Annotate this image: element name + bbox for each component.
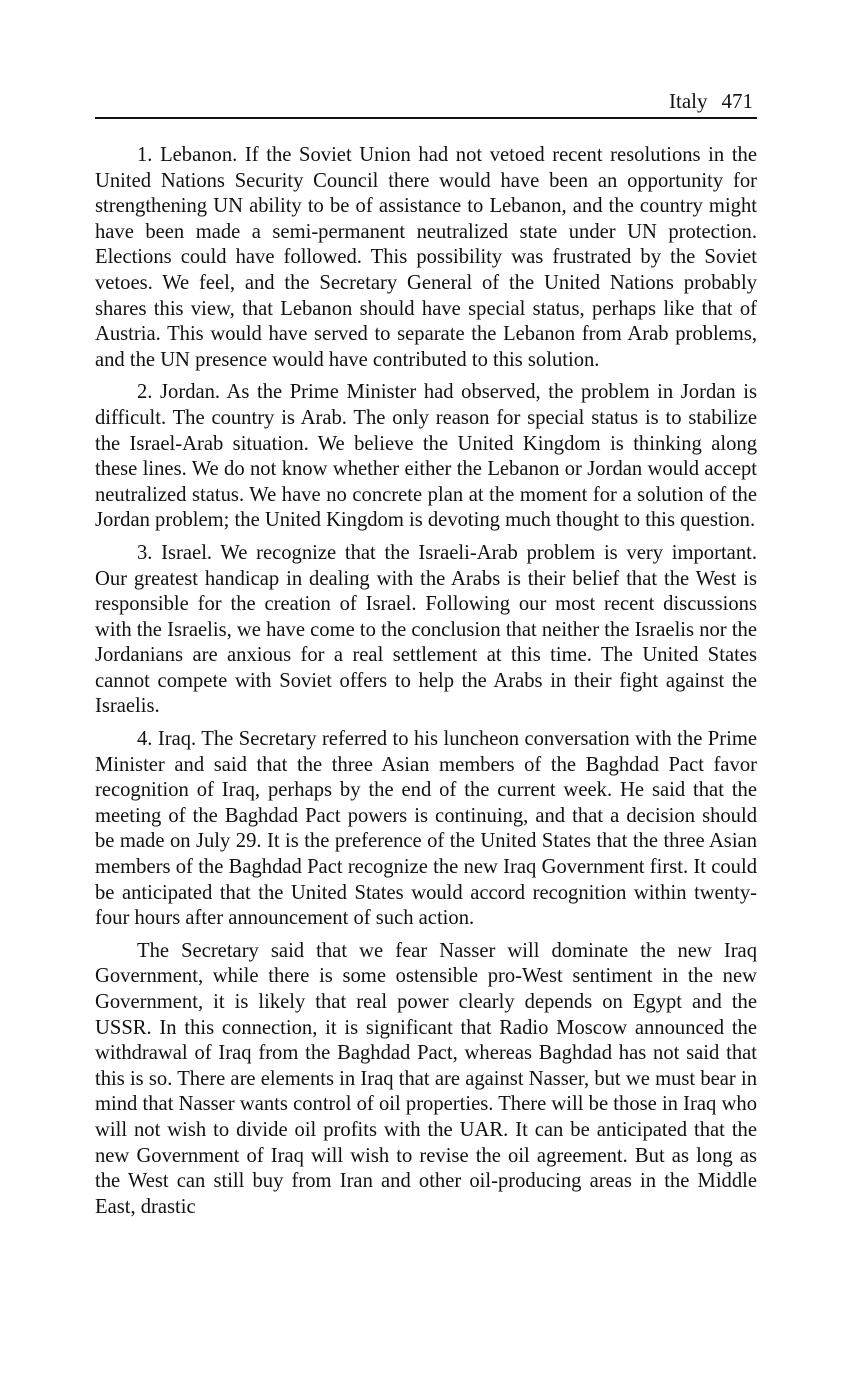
running-head	[95, 88, 757, 114]
document-page	[95, 88, 757, 1227]
header-rule	[95, 117, 757, 119]
paragraph-iraq: 4. Iraq. The Secretary referred to his luncheon conversation with the Prime Minister and said that the three Asian members of the Baghdad Pact favor recognition of Iraq, perhaps by the end of the current week. He said that the meeting of the Baghdad Pact powers is continuing, and that a decision should be made on July 29. It is the preference of the United States that the three Asian members of the Baghdad Pact recognize the new Iraq Government first. It could be anticipated that the United States would accord recognition within twenty-four hours after announcement of such action.	[95, 728, 757, 930]
paragraph-nasser: The Secretary said that we fear Nasser will dominate the new Iraq Government, while there is some ostensible pro-West sentiment in the new Government, it is likely that real power clearly depends on Egypt and the USSR. In this connection, it is significant that Radio Moscow announced the withdrawal of Iraq from the Baghdad Pact, whereas Baghdad has not said that this is so. There are elements in Iraq that are against Nasser, but we must bear in mind that Nasser wants control of oil properties. There will be those in Iraq who will not wish to divide oil profits with the UAR. It can be anticipated that the new Government of Iraq will wish to revise the oil agreement. But as long as the West can still buy from Iran and other oil-producing areas in the Middle East, drastic	[95, 939, 757, 1218]
running-title: Italy	[669, 89, 708, 113]
paragraph-israel: 3. Israel. We recognize that the Israeli-Arab problem is very important. Our greatest handicap in dealing with the Arabs is their belief that the West is responsible for the creation of Israel. Following our most recent discussions with the Israelis, we have come to the conclusion that neither the Israelis nor the Jordanians are anxious for a real settlement at this time. The United States cannot compete with Soviet offers to help the Arabs in their fight against the Israelis.	[95, 541, 757, 718]
page-number: 471	[721, 89, 753, 113]
paragraph-lebanon: 1. Lebanon. If the Soviet Union had not vetoed recent resolutions in the United Nations Security Council there would have been an opportunity for strengthening UN ability to be of assistance to Lebanon, and the country might have been made a semi-permanent neutralized state under UN protection. Elections could have followed. This possibility was frustrated by the Soviet vetoes. We feel, and the Secretary General of the United Nations probably shares this view, that Lebanon should have special status, perhaps like that of Austria. This would have served to separate the Lebanon from Arab problems, and the UN presence would have contributed to this solution.	[95, 144, 757, 371]
body-text	[95, 143, 757, 1220]
paragraph-jordan: 2. Jordan. As the Prime Minister had observed, the problem in Jordan is difficult. The country is Arab. The only reason for special status is to stabilize the Israel-Arab situation. We believe the United Kingdom is thinking along these lines. We do not know whether either the Lebanon or Jordan would accept neutralized status. We have no concrete plan at the moment for a solution of the Jordan problem; the United Kingdom is devoting much thought to this question.	[95, 381, 757, 532]
